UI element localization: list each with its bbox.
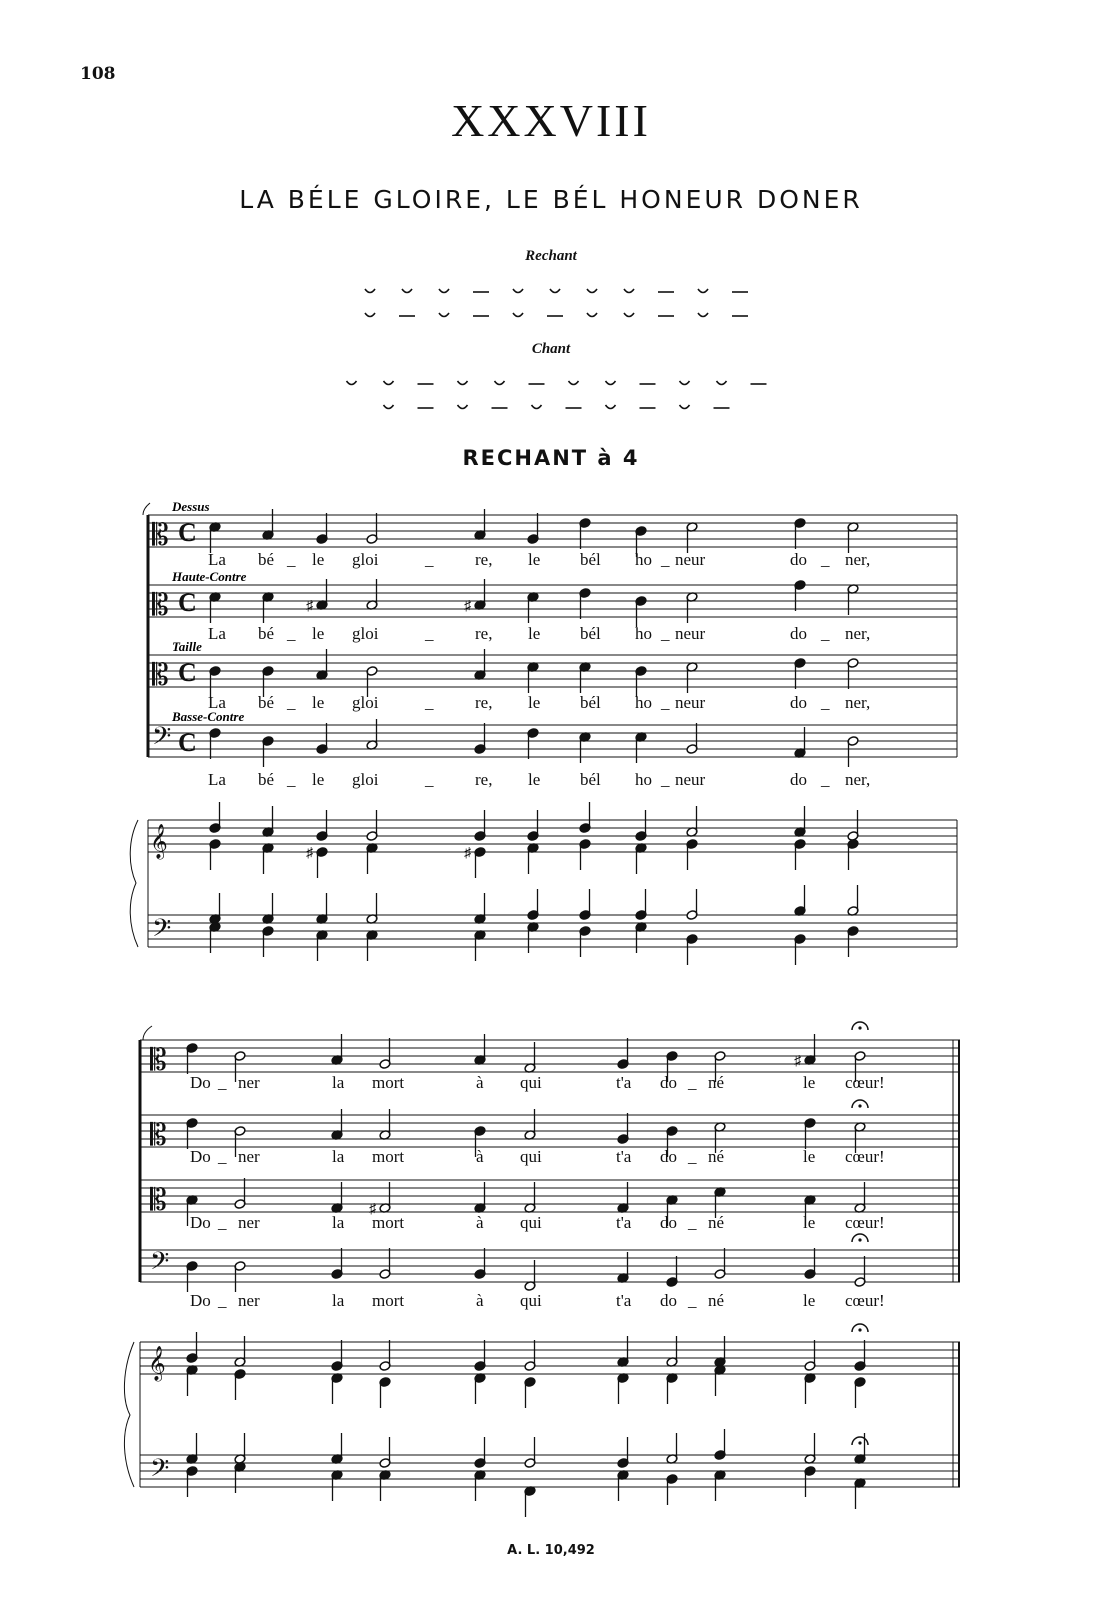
common-time-icon: C bbox=[178, 728, 197, 757]
lyric-syllable: neur bbox=[675, 693, 706, 712]
breve-mark bbox=[624, 313, 634, 317]
chant-label: Chant bbox=[531, 341, 571, 357]
lyric-syllable: _ bbox=[425, 550, 434, 569]
sharp-icon: ♯ bbox=[306, 846, 313, 861]
lyric-syllable: le bbox=[803, 1291, 816, 1310]
fermata-dot bbox=[858, 1441, 861, 1444]
lyric-syllable: né bbox=[708, 1291, 725, 1310]
lyric-syllable: la bbox=[332, 1147, 345, 1166]
lyric-syllable: _ bbox=[287, 693, 296, 712]
breve-mark bbox=[587, 313, 597, 317]
lyric-syllable: le bbox=[312, 624, 325, 643]
lyric-syllable: _ bbox=[218, 1291, 227, 1310]
fermata-dot bbox=[858, 1104, 861, 1107]
lyric-syllable: mort bbox=[372, 1291, 405, 1310]
lyric-syllable: La bbox=[208, 550, 226, 569]
lyric-syllable: neur bbox=[675, 550, 706, 569]
section-heading: RECHANT à 4 bbox=[462, 446, 640, 470]
treble-clef-icon: 𝄞 bbox=[150, 825, 168, 858]
staff-dessus bbox=[140, 1040, 960, 1072]
lyrics-basse-contre bbox=[208, 770, 870, 789]
lyric-syllable: qui bbox=[520, 1147, 542, 1166]
c-clef-icon: 𝄡 bbox=[152, 589, 169, 622]
lyric-syllable: le bbox=[528, 770, 541, 789]
lyric-syllable: bél bbox=[580, 550, 601, 569]
breve-mark bbox=[384, 381, 394, 385]
lyric-syllable: ner, bbox=[845, 624, 871, 643]
voice-name-haute-contre: Haute-Contre bbox=[172, 569, 247, 584]
lyric-syllable: né bbox=[708, 1073, 725, 1092]
lyric-syllable: ho bbox=[635, 550, 652, 569]
lyric-syllable: do bbox=[790, 624, 807, 643]
lyric-syllable: le bbox=[803, 1073, 816, 1092]
lyric-syllable: bé bbox=[258, 550, 275, 569]
chant-meter-scheme bbox=[0, 372, 1102, 417]
lyric-syllable: le bbox=[312, 693, 325, 712]
lyric-syllable: re, bbox=[475, 624, 493, 643]
lyric-syllable: le bbox=[528, 550, 541, 569]
breve-mark bbox=[624, 289, 634, 293]
lyric-syllable: ner bbox=[238, 1213, 260, 1232]
lyric-syllable: mort bbox=[372, 1073, 405, 1092]
lyric-syllable: ner bbox=[238, 1147, 260, 1166]
lyric-syllable: la bbox=[332, 1073, 345, 1092]
lyric-syllable: gloi bbox=[352, 550, 379, 569]
c-clef-icon: 𝄡 bbox=[150, 1044, 167, 1077]
lyric-syllable: neur bbox=[675, 770, 706, 789]
fermata-dot bbox=[858, 1328, 861, 1331]
breve-mark bbox=[680, 381, 690, 385]
lyric-syllable: ho bbox=[635, 693, 652, 712]
c-clef-icon: 𝄡 bbox=[152, 659, 169, 692]
bass-clef-icon: 𝄢 bbox=[150, 1248, 170, 1281]
lyric-syllable: ner bbox=[238, 1291, 260, 1310]
c-clef-icon: 𝄡 bbox=[152, 519, 169, 552]
meter-line bbox=[365, 313, 748, 317]
breve-mark bbox=[680, 405, 690, 409]
lyric-syllable: bé bbox=[258, 770, 275, 789]
lyric-syllable: bél bbox=[580, 693, 601, 712]
breve-mark bbox=[365, 313, 375, 317]
lyric-syllable: à bbox=[476, 1147, 484, 1166]
breve-mark bbox=[569, 381, 579, 385]
lyric-syllable: _ bbox=[821, 624, 830, 643]
lyric-syllable: gloi bbox=[352, 770, 379, 789]
lyric-syllable: le bbox=[528, 693, 541, 712]
breve-mark bbox=[513, 313, 523, 317]
lyric-syllable: _ bbox=[287, 770, 296, 789]
lyric-syllable: do bbox=[790, 770, 807, 789]
breve-mark bbox=[439, 289, 449, 293]
staff-basse-contre bbox=[140, 1250, 960, 1282]
notes-layer bbox=[209, 509, 859, 965]
breve-mark bbox=[402, 289, 412, 293]
lyrics-taille bbox=[208, 693, 870, 712]
common-time-icon: C bbox=[178, 518, 197, 547]
lyric-syllable: _ bbox=[688, 1073, 697, 1092]
lyric-syllable: do bbox=[790, 550, 807, 569]
publisher-plate-number: A. L. 10,492 bbox=[507, 1543, 595, 1558]
lyric-syllable: bél bbox=[580, 624, 601, 643]
staff-piano-bass bbox=[140, 1455, 960, 1487]
staff-taille bbox=[140, 1180, 960, 1212]
lyric-syllable: ner, bbox=[845, 693, 871, 712]
lyric-syllable: _ bbox=[425, 624, 434, 643]
lyric-syllable: _ bbox=[287, 550, 296, 569]
lyric-syllable: ner bbox=[238, 1073, 260, 1092]
breve-mark bbox=[606, 381, 616, 385]
sharp-icon: ♯ bbox=[794, 1054, 801, 1069]
rechant-label: Rechant bbox=[525, 248, 577, 264]
lyric-syllable: do bbox=[660, 1073, 677, 1092]
c-clef-icon: 𝄡 bbox=[150, 1119, 167, 1152]
lyric-syllable: La bbox=[208, 624, 226, 643]
song-title: LA BÉLE GLOIRE, LE BÉL HONEUR DONER bbox=[239, 185, 863, 214]
lyric-syllable: bél bbox=[580, 770, 601, 789]
voice-name-basse-contre: Basse-Contre bbox=[172, 709, 245, 724]
breve-mark bbox=[513, 289, 523, 293]
lyric-syllable: à bbox=[476, 1213, 484, 1232]
lyric-syllable: neur bbox=[675, 624, 706, 643]
lyric-syllable: _ bbox=[425, 693, 434, 712]
lyric-syllable: _ bbox=[218, 1147, 227, 1166]
lyric-syllable: _ bbox=[821, 550, 830, 569]
lyric-syllable: le bbox=[312, 770, 325, 789]
lyric-syllable: gloi bbox=[352, 693, 379, 712]
meter-line bbox=[347, 381, 767, 385]
lyric-syllable: ner, bbox=[845, 770, 871, 789]
lyric-syllable: ho bbox=[635, 770, 652, 789]
common-time-icon: C bbox=[178, 658, 197, 687]
lyric-syllable: ho bbox=[635, 624, 652, 643]
lyric-syllable: ner, bbox=[845, 550, 871, 569]
lyrics-dessus bbox=[208, 550, 870, 569]
breve-mark bbox=[717, 381, 727, 385]
lyric-syllable: t'a bbox=[616, 1213, 632, 1232]
fermata-dot bbox=[858, 1238, 861, 1241]
lyric-syllable: mort bbox=[372, 1147, 405, 1166]
bass-clef-icon: 𝄢 bbox=[150, 1455, 170, 1488]
piano-brace bbox=[124, 1342, 134, 1487]
lyric-syllable: re, bbox=[475, 693, 493, 712]
lyric-syllable: cœur! bbox=[845, 1073, 885, 1092]
breve-mark bbox=[550, 289, 560, 293]
lyric-syllable: qui bbox=[520, 1291, 542, 1310]
c-clef-icon: 𝄡 bbox=[150, 1184, 167, 1217]
sharp-icon: ♯ bbox=[369, 1202, 376, 1217]
lyric-syllable: Do bbox=[190, 1291, 211, 1310]
voice-name-dessus: Dessus bbox=[172, 499, 210, 514]
lyric-syllable: _ bbox=[688, 1147, 697, 1166]
common-time-icon: C bbox=[178, 588, 197, 617]
lyric-syllable: le bbox=[312, 550, 325, 569]
piece-number: XXXVIII bbox=[451, 95, 651, 146]
breve-mark bbox=[458, 405, 468, 409]
lyric-syllable: do bbox=[790, 693, 807, 712]
lyric-syllable: cœur! bbox=[845, 1213, 885, 1232]
lyric-syllable: La bbox=[208, 770, 226, 789]
lyric-syllable: Do bbox=[190, 1147, 211, 1166]
lyric-syllable: _ bbox=[688, 1213, 697, 1232]
lyrics-haute-contre bbox=[190, 1147, 885, 1166]
lyrics-basse-contre bbox=[190, 1291, 885, 1310]
piano-brace bbox=[130, 820, 138, 947]
lyrics-dessus bbox=[190, 1073, 885, 1092]
fermata-dot bbox=[858, 1026, 861, 1029]
lyrics-haute-contre bbox=[208, 624, 870, 643]
sharp-icon: ♯ bbox=[464, 846, 471, 861]
lyric-syllable: _ bbox=[821, 770, 830, 789]
lyric-syllable: t'a bbox=[616, 1291, 632, 1310]
lyric-syllable: qui bbox=[520, 1073, 542, 1092]
score-system-2 bbox=[0, 1020, 1102, 1530]
breve-mark bbox=[606, 405, 616, 409]
lyric-syllable: cœur! bbox=[845, 1291, 885, 1310]
bass-clef-icon: 𝄢 bbox=[152, 915, 172, 948]
lyric-syllable: gloi bbox=[352, 624, 379, 643]
breve-mark bbox=[495, 381, 505, 385]
lyric-syllable: La bbox=[208, 693, 226, 712]
lyric-syllable: à bbox=[476, 1073, 484, 1092]
lyric-syllable: le bbox=[803, 1147, 816, 1166]
system-bracket-top bbox=[143, 503, 150, 515]
lyric-syllable: bé bbox=[258, 693, 275, 712]
lyric-syllable: cœur! bbox=[845, 1147, 885, 1166]
lyric-syllable: le bbox=[528, 624, 541, 643]
lyric-syllable: à bbox=[476, 1291, 484, 1310]
page-number: 108 bbox=[80, 64, 116, 84]
lyric-syllable: _ bbox=[218, 1213, 227, 1232]
lyric-syllable: _ bbox=[425, 770, 434, 789]
lyric-syllable: re, bbox=[475, 550, 493, 569]
breve-mark bbox=[698, 289, 708, 293]
lyric-syllable: do bbox=[660, 1291, 677, 1310]
staff-haute-contre bbox=[140, 1115, 960, 1147]
lyric-syllable: _ bbox=[218, 1073, 227, 1092]
lyric-syllable: _ bbox=[661, 624, 670, 643]
lyric-syllable: qui bbox=[520, 1213, 542, 1232]
lyric-syllable: Do bbox=[190, 1073, 211, 1092]
score-system-1 bbox=[0, 495, 1102, 975]
lyric-syllable: _ bbox=[821, 693, 830, 712]
sharp-icon: ♯ bbox=[306, 599, 313, 614]
bass-clef-icon: 𝄢 bbox=[152, 723, 172, 756]
lyric-syllable: bé bbox=[258, 624, 275, 643]
rechant-meter-scheme bbox=[0, 280, 1102, 325]
lyric-syllable: do bbox=[660, 1213, 677, 1232]
lyric-syllable: _ bbox=[287, 624, 296, 643]
lyric-syllable: mort bbox=[372, 1213, 405, 1232]
lyric-syllable: _ bbox=[661, 770, 670, 789]
meter-line bbox=[365, 289, 748, 293]
breve-mark bbox=[384, 405, 394, 409]
lyric-syllable: do bbox=[660, 1147, 677, 1166]
lyric-syllable: né bbox=[708, 1213, 725, 1232]
meter-line bbox=[384, 405, 730, 409]
breve-mark bbox=[347, 381, 357, 385]
lyric-syllable: né bbox=[708, 1147, 725, 1166]
staff-piano-treble bbox=[140, 1342, 960, 1374]
lyric-syllable: _ bbox=[661, 693, 670, 712]
lyric-syllable: re, bbox=[475, 770, 493, 789]
lyric-syllable: la bbox=[332, 1291, 345, 1310]
system-bracket-top bbox=[143, 1026, 152, 1040]
lyric-syllable: le bbox=[803, 1213, 816, 1232]
lyric-syllable: _ bbox=[661, 550, 670, 569]
sharp-icon: ♯ bbox=[464, 599, 471, 614]
breve-mark bbox=[458, 381, 468, 385]
lyric-syllable: Do bbox=[190, 1213, 211, 1232]
notes-layer bbox=[186, 1022, 868, 1517]
breve-mark bbox=[365, 289, 375, 293]
voice-name-taille: Taille bbox=[172, 639, 202, 654]
lyrics-taille bbox=[190, 1213, 885, 1232]
lyric-syllable: t'a bbox=[616, 1147, 632, 1166]
lyric-syllable: la bbox=[332, 1213, 345, 1232]
treble-clef-icon: 𝄞 bbox=[148, 1347, 166, 1380]
breve-mark bbox=[698, 313, 708, 317]
breve-mark bbox=[587, 289, 597, 293]
breve-mark bbox=[532, 405, 542, 409]
lyric-syllable: _ bbox=[688, 1291, 697, 1310]
breve-mark bbox=[439, 313, 449, 317]
lyric-syllable: t'a bbox=[616, 1073, 632, 1092]
